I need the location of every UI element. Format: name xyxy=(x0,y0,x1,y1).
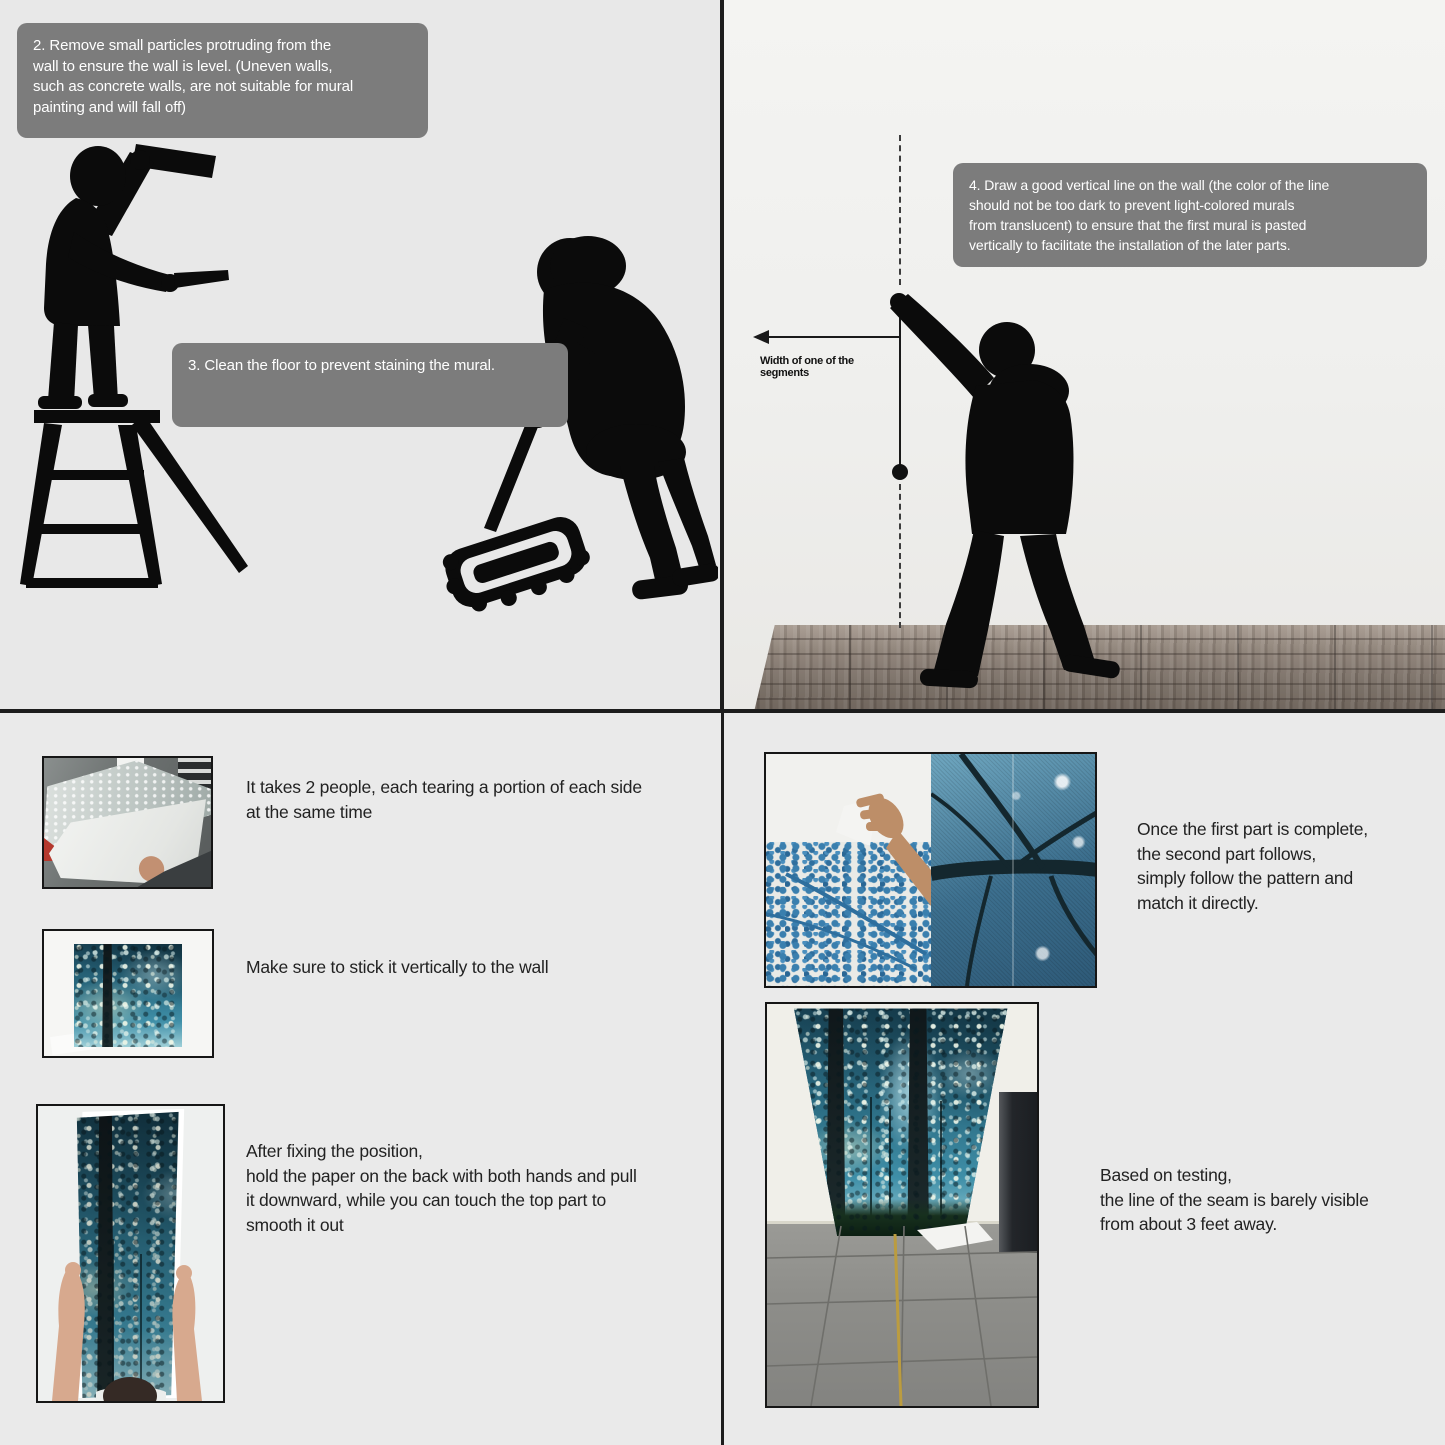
tiles-tape-paper-overlay-icon xyxy=(767,1004,1037,1406)
photo-mural-stuck-on-wall xyxy=(42,929,214,1058)
caption-stick-vertically: Make sure to stick it vertically to the wall xyxy=(246,957,549,977)
arms-and-head-overlay-icon xyxy=(38,1106,223,1401)
panel-draw-vertical-line xyxy=(724,0,1445,710)
instruction-box-step2: 2. Remove small particles protruding from the wall to ensure the wall is level. (Uneven walls, such as concrete walls, are not suitable for mural painting and will fall off) xyxy=(17,23,428,138)
caption-tear-backing: It takes 2 people, each tearing a portion of each side at the same time xyxy=(246,777,642,822)
photo-finished-mural-with-measuring-tape xyxy=(765,1002,1039,1408)
vertical-guide-dashed-line xyxy=(899,135,901,285)
branches-overlay-icon xyxy=(931,754,1098,986)
peel-and-hand-overlay-icon xyxy=(766,754,931,986)
photo-pattern-matching-and-seam-closeup xyxy=(764,752,1097,988)
caption-match-pattern: Once the first part is complete, the second part follows, simply follow the pattern and match it directly. xyxy=(1137,819,1368,913)
width-arrow xyxy=(757,336,900,338)
plumb-man-silhouette-icon xyxy=(880,292,1140,702)
photo-person-holding-mural-strip xyxy=(36,1104,225,1403)
photo-peeling-backing-paper xyxy=(42,756,213,889)
panel-match-pattern-steps xyxy=(724,713,1445,1445)
caption-seam-visibility: Based on testing, the line of the seam is barely visible from about 3 feet away. xyxy=(1100,1165,1369,1234)
instruction-box-step3: 3. Clean the floor to prevent staining the mural. xyxy=(172,343,568,427)
segment-width-label: Width of one of the segments xyxy=(760,355,854,379)
instruction-box-step4: 4. Draw a good vertical line on the wall (the color of the line should not be too dark to prevent light-colored murals from translucent) to ensure that the first mural is pasted vertically to facilitate the installation of the later parts. xyxy=(953,163,1427,267)
caption-pull-downward: After fixing the position, hold the paper on the back with both hands and pull it downward, while you can touch the top part to smooth it out xyxy=(246,1141,637,1235)
panel-apply-mural-steps xyxy=(0,713,721,1445)
panel-prepare-wall xyxy=(0,0,721,710)
width-arrow-head-icon xyxy=(753,330,769,344)
